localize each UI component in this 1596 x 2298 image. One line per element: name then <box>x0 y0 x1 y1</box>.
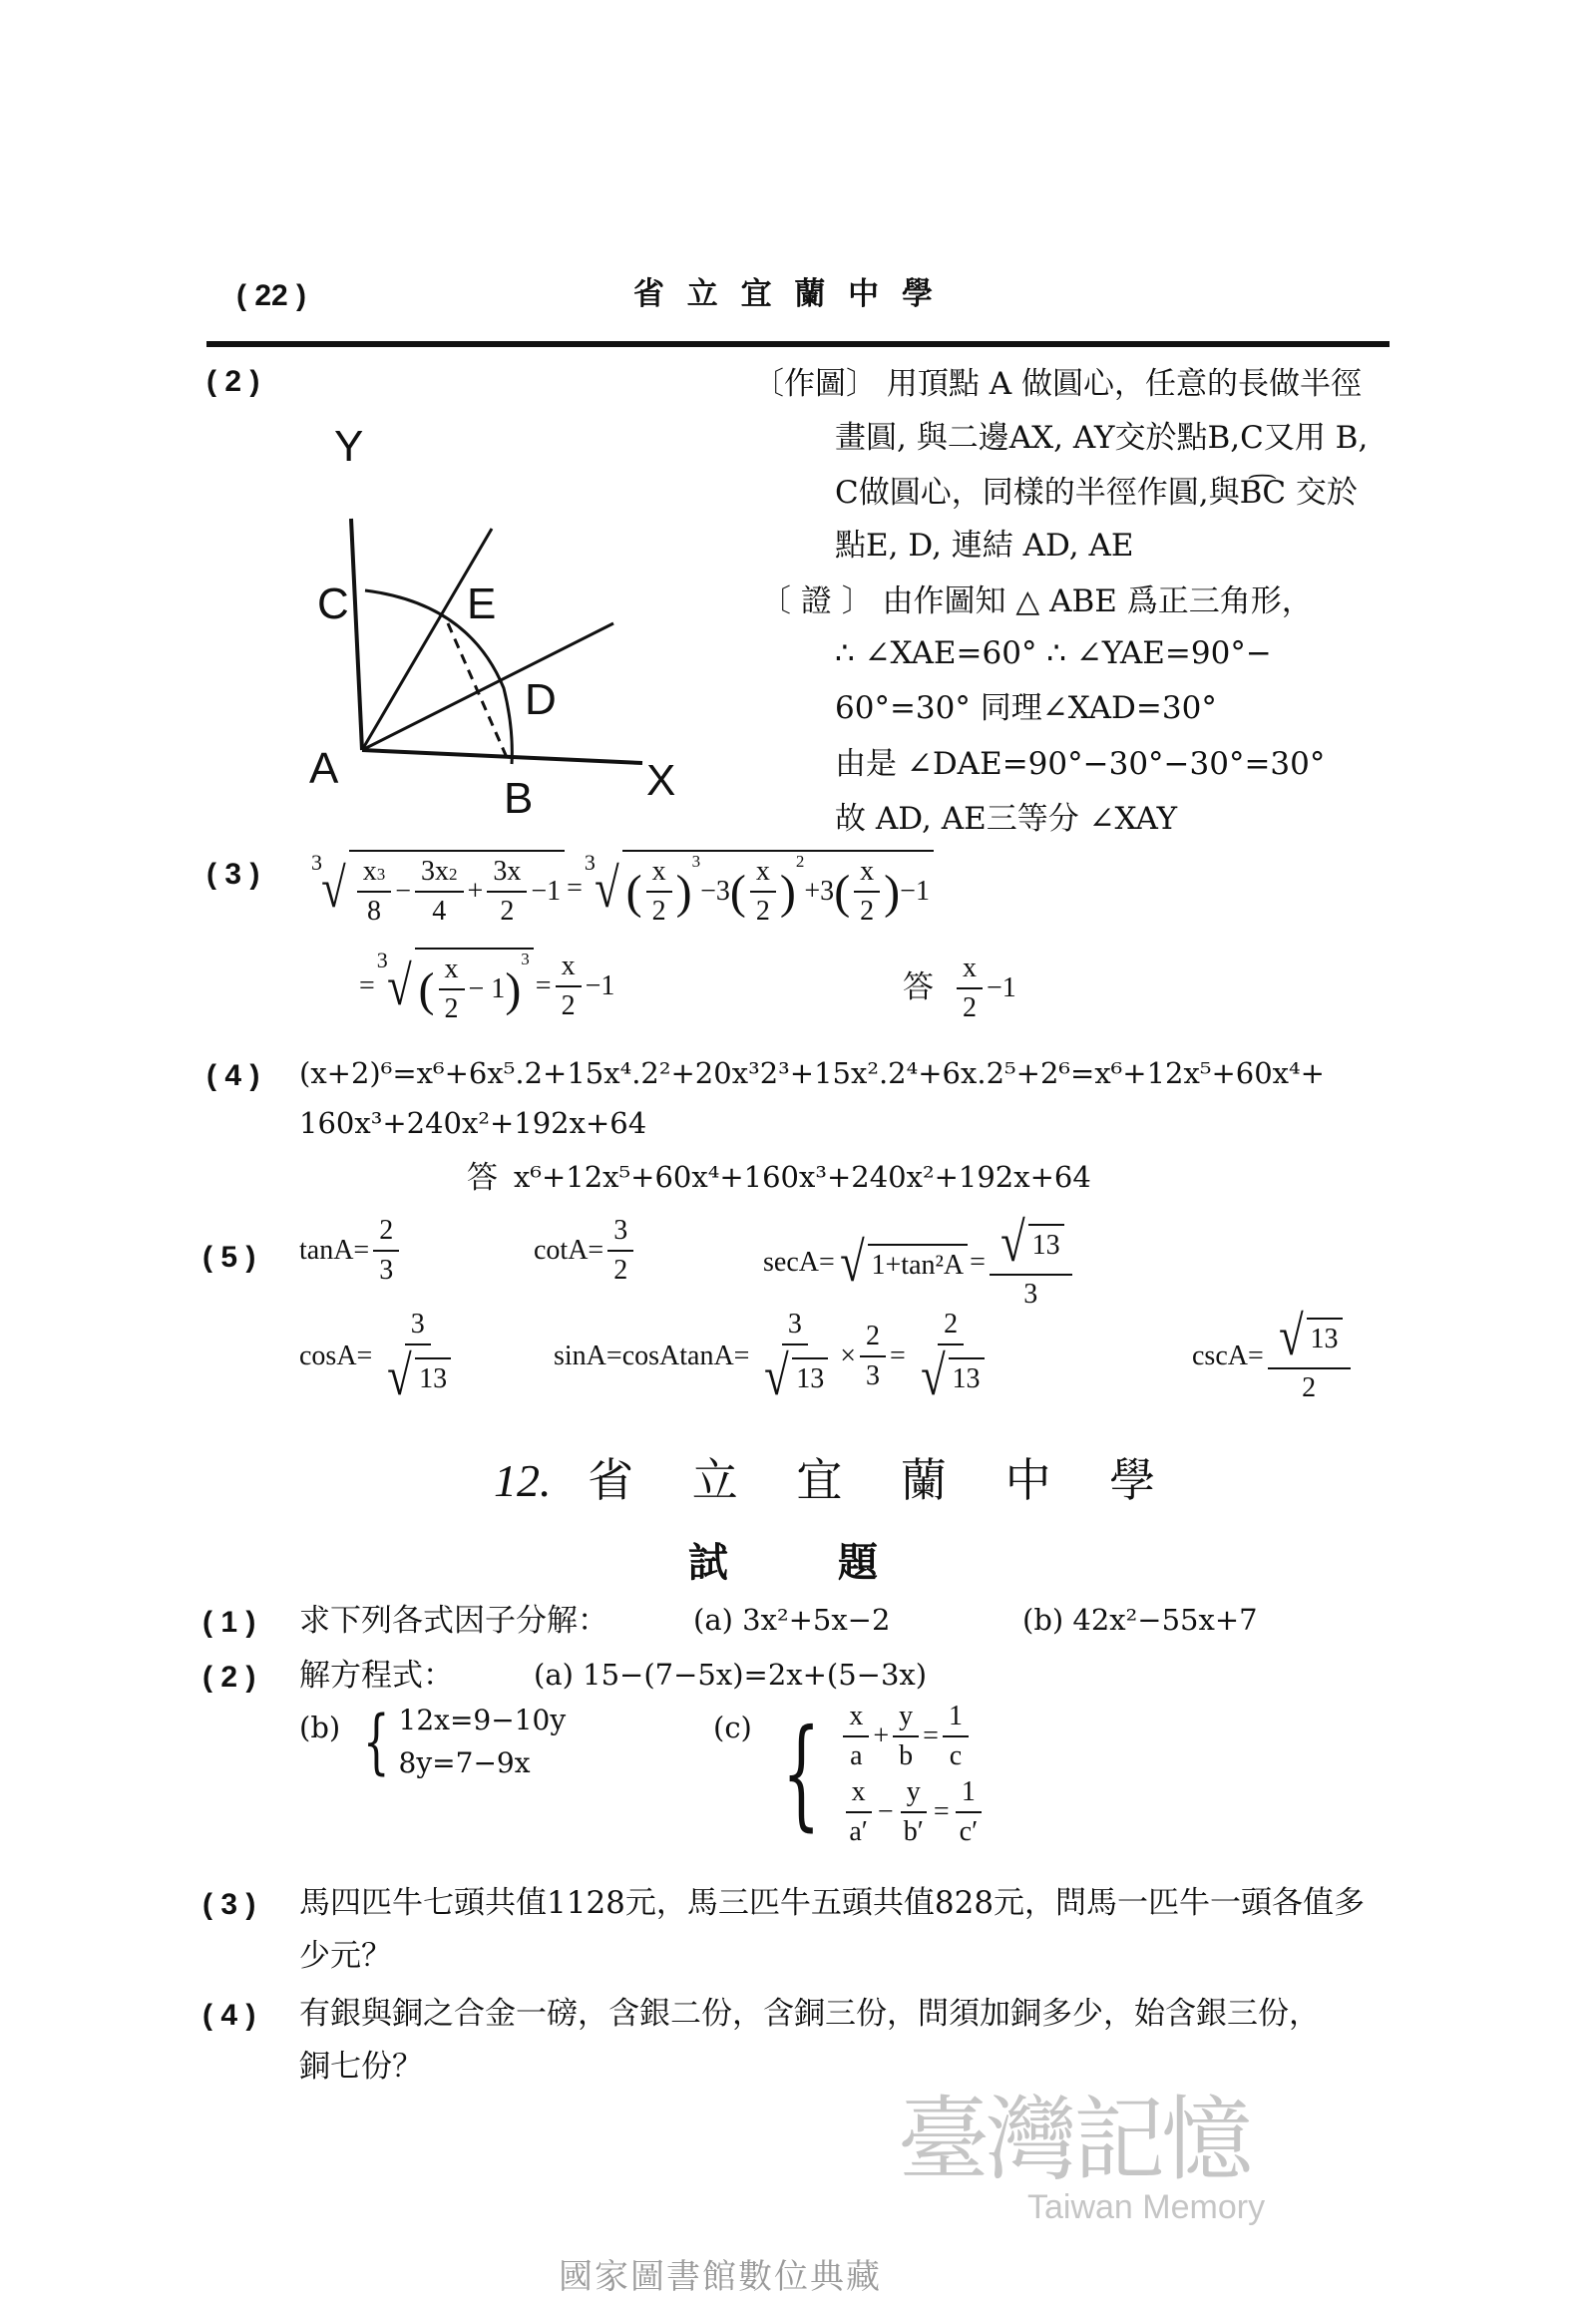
math-text: x <box>963 953 977 983</box>
question-2a: (a) 15−(7−5x)=2x+(5−3x) <box>534 1658 928 1692</box>
question-3-line2: 少元？ <box>299 1938 392 1974</box>
question-2b-system <box>354 1701 567 1782</box>
radical <box>837 1232 968 1294</box>
question-1-label: ( 1 ) <box>202 1606 256 1639</box>
radical <box>761 1345 828 1407</box>
answer-3-label: ( 3 ) <box>206 858 260 891</box>
left-brace: { <box>782 1705 821 1843</box>
sec-a <box>763 1212 1076 1311</box>
proof-line: 由是 ∠DAE=90°−30°−30°=30° <box>835 746 1326 782</box>
fraction <box>556 951 582 1022</box>
parenthesis: ( <box>834 865 851 919</box>
radical <box>1276 1306 1343 1367</box>
denominator <box>439 990 465 1025</box>
math-text: a′ <box>849 1816 868 1847</box>
radical-sign: √ <box>999 1212 1025 1274</box>
radicand <box>868 1244 969 1282</box>
math-text: +3 <box>804 876 835 907</box>
math-text: c′ <box>959 1816 979 1847</box>
denominator <box>910 1345 993 1407</box>
exponent: 3 <box>691 852 701 871</box>
math-text: sinA=cosAtanA= <box>554 1340 750 1371</box>
fraction <box>357 856 392 928</box>
numerator <box>439 954 465 990</box>
answer-3-line2 <box>359 948 614 1025</box>
math-text: 2 <box>944 1309 959 1340</box>
radical <box>377 948 534 1025</box>
numerator <box>750 856 776 893</box>
radical-index: 3 <box>311 850 322 875</box>
math-text: 2 <box>444 993 459 1024</box>
label-a: A <box>309 744 339 793</box>
math-text: 2 <box>860 896 875 927</box>
radical <box>384 1345 451 1407</box>
math-text: a <box>850 1740 863 1771</box>
proof-line: 故 AD, AE三等分 ∠XAY <box>835 801 1178 837</box>
sin-a <box>554 1309 997 1407</box>
numerator <box>415 856 464 893</box>
numerator <box>957 953 983 989</box>
radicand <box>349 850 565 928</box>
construction-line: C做圓心，同樣的半徑作圓,與B͡C 交於 <box>835 475 1358 511</box>
denominator <box>954 1813 985 1848</box>
denominator <box>607 1252 633 1287</box>
math-text: b′ <box>903 1816 924 1847</box>
question-2b-eq1: 12x=9−10y <box>398 1704 567 1736</box>
numerator <box>893 1701 919 1737</box>
question-2c-system <box>763 1701 988 1848</box>
math-text: secA= <box>763 1247 835 1278</box>
denominator <box>893 1737 919 1772</box>
running-title: 省 立 宜 蘭 中 學 <box>633 276 939 312</box>
math-text: x <box>860 856 875 887</box>
math-text: 8 <box>366 896 381 927</box>
numerator <box>556 951 582 987</box>
denominator <box>1296 1369 1322 1404</box>
exponent: 3 <box>521 950 530 968</box>
radicand <box>622 850 934 928</box>
radical-sign: √ <box>387 1345 413 1407</box>
denominator <box>854 893 880 928</box>
csc-a <box>1192 1306 1355 1404</box>
question-2-text: 解方程式： <box>299 1658 454 1694</box>
numerator <box>782 1309 808 1345</box>
denominator <box>843 1813 874 1848</box>
math-text: = <box>535 970 552 1001</box>
radical-sign: √ <box>920 1345 946 1407</box>
math-text: 13 <box>796 1363 825 1394</box>
fraction <box>893 1701 919 1772</box>
math-text: + <box>873 1721 890 1751</box>
numerator <box>860 1321 886 1357</box>
math-text: 2 <box>1302 1372 1317 1403</box>
radical-index: 3 <box>584 850 596 875</box>
math-text: cosA= <box>299 1340 373 1371</box>
numerator <box>901 1776 927 1813</box>
radicand <box>1307 1318 1343 1355</box>
parenthesis: ( <box>625 865 642 919</box>
denominator <box>361 893 387 928</box>
math-text: 3 <box>613 1215 628 1246</box>
denominator <box>376 1345 459 1407</box>
math-text: 2 <box>651 896 666 927</box>
question-2c-label: (c) <box>713 1711 752 1744</box>
math-text: 13 <box>419 1363 448 1394</box>
fraction <box>439 954 465 1025</box>
math-text: −1 <box>531 876 562 907</box>
parenthesis: ( <box>418 962 435 1016</box>
fraction <box>957 953 983 1024</box>
radical-sign: √ <box>386 956 412 1017</box>
question-3-line1: 馬四匹牛七頭共值1128元，馬三匹牛五頭共值828元，問馬一匹牛一頭各值多 <box>299 1885 1366 1921</box>
radicand <box>415 948 534 1025</box>
answer-4-label: ( 4 ) <box>206 1059 260 1092</box>
math-text: −3 <box>700 876 730 907</box>
answer-2-label: ( 2 ) <box>206 365 260 398</box>
denominator <box>494 893 520 928</box>
math-text: × <box>840 1340 856 1371</box>
math-text: 1 <box>948 1701 963 1731</box>
fraction <box>607 1215 633 1287</box>
math-text: − <box>395 876 412 907</box>
radicand <box>949 1357 985 1395</box>
math-text: x <box>651 856 666 887</box>
cos-a <box>299 1309 463 1407</box>
math-text: y <box>899 1701 914 1731</box>
math-text: 3 <box>1023 1279 1038 1310</box>
answer-4-answer: x⁶+12x⁵+60x⁴+160x³+240x²+192x+64 <box>514 1160 1091 1194</box>
radical-sign: √ <box>764 1345 790 1407</box>
denominator <box>1017 1276 1043 1311</box>
denominator <box>750 893 776 928</box>
math-text: 13 <box>952 1363 981 1394</box>
axis-x-line <box>362 750 642 763</box>
denominator <box>646 893 672 928</box>
math-text: x <box>755 856 770 887</box>
radicand <box>1028 1224 1064 1262</box>
label-c: C <box>317 579 349 628</box>
section-school: 省 立 宜 蘭 中 學 <box>588 1453 1178 1507</box>
parenthesis: ) <box>675 865 692 919</box>
numerator <box>938 1309 964 1345</box>
math-text: y <box>906 1776 921 1807</box>
proof-line: ∴ ∠XAE=60° ∴ ∠YAE=90°− <box>835 635 1272 671</box>
math-text: 3 <box>379 1255 394 1286</box>
question-2-label: ( 2 ) <box>202 1661 256 1694</box>
math-text: = <box>933 1796 950 1827</box>
numerator <box>1268 1306 1351 1369</box>
numerator <box>607 1215 633 1252</box>
math-text: 3 <box>865 1360 880 1391</box>
numerator <box>373 1215 399 1252</box>
math-text: −1 <box>900 876 930 907</box>
answer-3-answer-label: 答 <box>903 969 934 1005</box>
denominator <box>373 1252 399 1287</box>
exponent: 2 <box>449 865 458 884</box>
cot-a <box>534 1215 637 1287</box>
math-text: 2 <box>755 896 770 927</box>
math-text: x <box>849 1701 864 1731</box>
math-text: x <box>444 954 459 984</box>
math-text: 3 <box>787 1309 802 1340</box>
math-text: 2 <box>379 1215 394 1246</box>
radical <box>311 850 565 928</box>
radical-sign: √ <box>839 1232 865 1294</box>
construction-line: 〔作圖〕 用頂點 A 做圓心，任意的長做半徑 <box>753 366 1362 402</box>
label-y: Y <box>334 422 364 471</box>
exponent: 2 <box>795 852 805 871</box>
answer-3-line1 <box>309 850 936 928</box>
question-2b-eq2: 8y=7−9x <box>398 1746 531 1779</box>
question-1b: (b) 42x²−55x+7 <box>1022 1603 1258 1637</box>
fraction <box>753 1309 836 1407</box>
denominator <box>556 987 582 1022</box>
math-text: 3x <box>421 856 450 887</box>
label-x: X <box>646 756 676 805</box>
math-text: 1 <box>961 1776 976 1807</box>
numerator <box>357 856 392 893</box>
axis-y-line <box>351 519 362 750</box>
numerator <box>405 1309 431 1345</box>
fraction <box>854 856 880 928</box>
denominator <box>898 1813 930 1848</box>
page-number: ( 22 ) <box>236 279 307 312</box>
math-text: + <box>467 876 484 907</box>
answer-4-line1: (x+2)⁶=x⁶+6x⁵.2+15x⁴.2²+20x³2³+15x².2⁴+6x.2⁵+2⁶=x⁶+12x⁵+60x⁴+ <box>299 1056 1325 1090</box>
numerator <box>646 856 672 893</box>
answer-4-line2: 160x³+240x²+192x+64 <box>299 1106 647 1140</box>
parenthesis: ) <box>884 865 901 919</box>
proof-line: 〔 證 〕 由作圖知 △ ABE 爲正三角形， <box>760 583 1313 619</box>
fraction <box>943 1701 969 1772</box>
math-text: c <box>949 1740 963 1771</box>
archive-footer: 國家圖書館數位典藏 <box>559 2257 882 2297</box>
math-text: = <box>923 1721 939 1751</box>
fraction <box>646 856 672 928</box>
math-text: cotA= <box>534 1235 604 1266</box>
answer-5-label: ( 5 ) <box>202 1241 256 1274</box>
radical <box>918 1345 985 1407</box>
fraction <box>843 1701 869 1772</box>
math-text: 3 <box>410 1309 425 1340</box>
watermark-logo <box>898 2087 1266 2226</box>
construction-line: 點E, D, 連結 AD, AE <box>835 528 1134 564</box>
math-text: 13 <box>1031 1230 1060 1261</box>
radical-sign: √ <box>594 858 619 920</box>
radical-index: 3 <box>376 948 388 972</box>
fraction <box>860 1321 886 1392</box>
question-4-label: ( 4 ) <box>202 1999 256 2032</box>
left-brace: { <box>362 1701 390 1782</box>
question-4-line2: 銅七份？ <box>299 2049 423 2085</box>
math-text: x <box>362 856 377 887</box>
fraction <box>910 1309 993 1407</box>
watermark-english: Taiwan Memory <box>1027 2187 1266 2226</box>
fraction <box>954 1776 985 1848</box>
numerator <box>487 856 527 893</box>
math-text: = <box>359 970 375 1001</box>
math-text: x <box>851 1776 866 1807</box>
math-text: 13 <box>1310 1324 1339 1354</box>
answer-3-answer <box>953 953 1016 1024</box>
fraction <box>750 856 776 928</box>
fraction <box>487 856 527 928</box>
math-text: 2 <box>561 990 576 1021</box>
proof-line: 60°=30° 同理∠XAD=30° <box>835 690 1217 726</box>
fraction <box>990 1212 1072 1311</box>
watermark-chinese: 臺灣記憶 <box>898 2087 1250 2193</box>
section-title <box>494 1444 1177 1510</box>
math-text: − 1 <box>468 973 506 1004</box>
label-d: D <box>525 675 557 724</box>
math-text: −1 <box>585 970 615 1001</box>
numerator <box>990 1212 1072 1276</box>
question-1a: (a) 3x²+5x−2 <box>693 1603 891 1637</box>
tan-a <box>299 1215 403 1287</box>
construction-line: 畫圓, 與二邊AX, AY交於點B,C又用 B, <box>835 420 1369 456</box>
radical-sign: √ <box>1278 1306 1304 1367</box>
question-2b-label: (b) <box>299 1711 341 1744</box>
fraction <box>415 856 464 928</box>
fraction <box>843 1776 874 1848</box>
math-text: 4 <box>432 896 447 927</box>
math-text: −1 <box>987 972 1016 1003</box>
numerator <box>956 1776 982 1813</box>
denominator <box>860 1357 886 1392</box>
denominator <box>957 989 983 1024</box>
fraction <box>376 1309 459 1407</box>
question-2c-eq1 <box>839 1701 988 1772</box>
exponent: 3 <box>376 865 386 884</box>
math-text: 2 <box>613 1255 628 1286</box>
radical <box>585 850 934 928</box>
label-b: B <box>504 774 534 823</box>
numerator <box>843 1701 869 1737</box>
radicand <box>415 1357 451 1395</box>
parenthesis: ) <box>779 865 796 919</box>
math-text: tanA= <box>299 1235 370 1266</box>
math-text: 2 <box>500 896 515 927</box>
denominator <box>844 1737 868 1772</box>
math-text: cscA= <box>1192 1340 1264 1371</box>
math-text: = <box>970 1247 986 1278</box>
math-text: − <box>877 1796 894 1827</box>
numerator <box>846 1776 872 1813</box>
section-number: 12. <box>494 1455 552 1506</box>
numerator <box>943 1701 969 1737</box>
fraction <box>898 1776 930 1848</box>
denominator <box>753 1345 836 1407</box>
parenthesis: ) <box>505 962 522 1016</box>
question-4-line1: 有銀與銅之合金一磅，含銀二份，含銅三份，問須加銅多少，始含銀三份， <box>299 1996 1320 2032</box>
radical-sign: √ <box>321 858 346 920</box>
fraction <box>373 1215 399 1287</box>
math-text: 2 <box>963 992 977 1023</box>
answer-4-answer-label: 答 <box>467 1160 498 1196</box>
section-subtitle: 試題 <box>688 1539 988 1586</box>
math-text: x <box>561 951 576 981</box>
radical <box>998 1212 1064 1274</box>
denominator <box>426 893 452 928</box>
math-text: = <box>889 1340 906 1371</box>
question-3-label: ( 3 ) <box>202 1888 256 1921</box>
question-1-text: 求下列各式因子分解： <box>299 1603 608 1639</box>
fraction <box>1268 1306 1351 1404</box>
math-text: 3x <box>493 856 522 887</box>
math-text: 1+tan²A <box>871 1250 965 1281</box>
math-text: b <box>899 1740 914 1771</box>
question-2c-eq2 <box>839 1776 988 1848</box>
label-e: E <box>467 579 497 628</box>
math-text: = <box>567 873 583 904</box>
denominator <box>944 1737 968 1772</box>
math-text: 2 <box>865 1321 880 1351</box>
parenthesis: ( <box>729 865 746 919</box>
radicand <box>792 1357 828 1395</box>
numerator <box>854 856 880 893</box>
